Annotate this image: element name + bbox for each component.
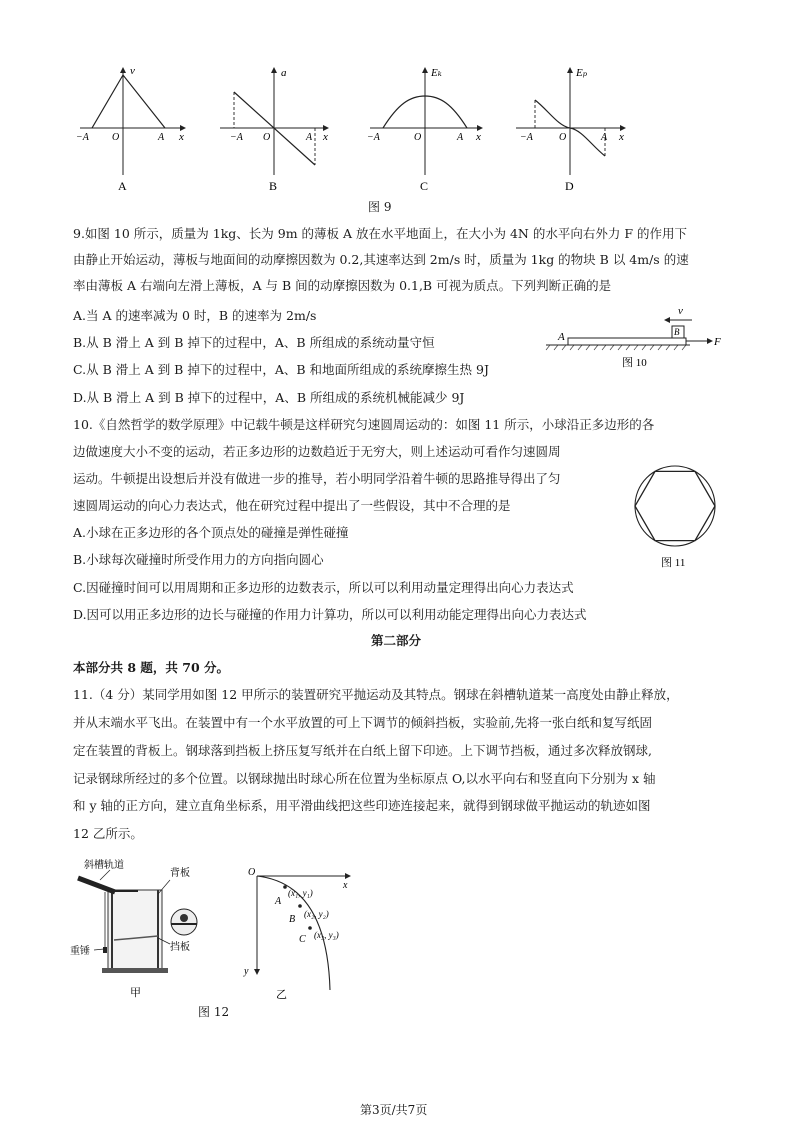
fig12-origin: O [248, 867, 256, 878]
fig9c-label: C [420, 179, 429, 193]
q11-line4: 记录钢球所经过的多个位置。以钢球抛出时球心所在位置为坐标原点 O,以水平向右和竖直向下分别为 x 轴 [73, 771, 656, 786]
fig12-board-label: 背板 [170, 868, 190, 879]
part2-title: 第二部分 [371, 633, 422, 648]
fig12-weight-label: 重锤 [70, 946, 90, 957]
fig9-panel-b [220, 67, 328, 193]
fig12-coord-a: (x₁, y₁) [288, 888, 313, 898]
figure-11 [625, 458, 725, 573]
fig12-point-b: B [289, 914, 296, 925]
page-footer: 第3页/共7页 [360, 1103, 428, 1117]
figure-9 [70, 60, 630, 200]
q9-option-c: C.从 B 滑上 A 到 B 掉下的过程中，A、B 和地面所组成的系统摩擦生热 9J [73, 362, 489, 377]
fig9b-neg: −A [230, 132, 243, 143]
q10-option-c: C.因碰撞时间可以用周期和正多边形的边数表示，所以可以利用动量定理得出向心力表达式 [73, 580, 574, 595]
fig9b-yaxis: a [281, 67, 287, 79]
figure-10 [540, 300, 725, 375]
q9-option-b: B.从 B 滑上 A 到 B 掉下的过程中，A、B 所组成的系统动量守恒 [73, 335, 435, 350]
fig9d-yaxis: Eₚ [576, 67, 588, 79]
q10-option-b: B.小球每次碰撞时所受作用力的方向指向圆心 [73, 552, 324, 567]
fig12-baffle-label: 挡板 [170, 942, 190, 953]
fig9c-yaxis: Eₖ [431, 67, 442, 79]
fig9d-pos: A [601, 132, 608, 143]
fig9a-label: A [118, 179, 127, 193]
q9-line1: 9.如图 10 所示，质量为 1kg、长为 9m 的薄板 A 放在水平地面上，在大小为 4N 的水平向右外力 F 的作用下 [73, 226, 687, 241]
q10-line3: 运动。牛顿提出设想后并没有做进一步的推导，若小明同学沿着牛顿的思路推导得出了匀 [73, 471, 561, 486]
figure-12-yi [232, 862, 362, 1002]
fig10-v: v [678, 305, 683, 317]
q9-option-d: D.从 B 滑上 A 到 B 掉下的过程中，A、B 所组成的系统机械能减少 9J [73, 390, 465, 405]
figure-12-caption: 图 12 [198, 1005, 230, 1019]
q10-line1: 10.《自然哲学的数学原理》中记载牛顿是这样研究匀速圆周运动的：如图 11 所示，小球沿正多边形的各 [73, 417, 655, 432]
fig9c-neg: −A [367, 132, 380, 143]
fig12-coord-b: (x₂, y₂) [304, 909, 329, 919]
fig9a-neg: −A [76, 132, 89, 143]
q11-line6: 12 乙所示。 [73, 826, 143, 841]
fig9b-origin: O [263, 132, 271, 143]
fig10-caption: 图 10 [622, 357, 647, 369]
fig9a-yaxis: v [130, 65, 135, 77]
fig10-a: A [558, 331, 565, 343]
fig9b-pos: A [306, 132, 313, 143]
q9-option-a: A.当 A 的速率减为 0 时，B 的速率为 2m/s [73, 308, 317, 323]
fig9d-neg: −A [520, 132, 533, 143]
fig9-panel-d [516, 67, 625, 193]
fig12-point-a: A [275, 896, 282, 907]
figure-9-caption: 图 9 [368, 200, 392, 214]
q10-option-a: A.小球在正多边形的各个顶点处的碰撞是弹性碰撞 [73, 525, 349, 540]
fig9a-xaxis: x [179, 131, 184, 143]
fig9c-xaxis: x [476, 131, 481, 143]
q10-option-d: D.因可以用正多边形的边长与碰撞的作用力计算功，所以可以利用动能定理得出向心力表达式 [73, 607, 587, 622]
q10-line4: 速圆周运动的向心力表达式，他在研究过程中提出了一些假设，其中不合理的是 [73, 498, 511, 513]
fig9d-origin: O [559, 132, 567, 143]
fig9d-label: D [565, 179, 574, 193]
q10-line2: 边做速度大小不变的运动，若正多边形的边数趋近于无穷大，则上述运动可看作匀速圆周 [73, 444, 561, 459]
fig12-jia-label: 甲 [130, 987, 141, 999]
fig12-point-c: C [299, 934, 306, 945]
q11-line5: 和 y 轴的正方向，建立直角坐标系，用平滑曲线把这些印迹连接起来，就得到钢球做平抛运动的轨迹如图 [73, 798, 651, 813]
fig9c-pos: A [457, 132, 464, 143]
fig12-xaxis: x [343, 880, 348, 891]
fig12-track-label: 斜槽轨道 [84, 860, 124, 871]
fig9-panel-a [76, 65, 185, 193]
q9-line3: 率由薄板 A 右端向左滑上薄板，A 与 B 间的动摩擦因数为 0.1,B 可视为质点。下列判断正确的是 [73, 278, 612, 293]
fig9d-xaxis: x [619, 131, 624, 143]
fig9b-xaxis: x [323, 131, 328, 143]
fig10-b: B [674, 327, 680, 337]
q9-line2: 由静止开始运动，薄板与地面间的动摩擦因数为 0.2,其速率达到 2m/s 时，质量为 1kg 的物块 B 以 4m/s 的速 [73, 252, 689, 267]
fig11-caption: 图 11 [661, 557, 686, 569]
part2-intro: 本部分共 8 题，共 70 分。 [73, 660, 230, 675]
q11-line1: 11.（4 分）某同学用如图 12 甲所示的装置研究平抛运动及其特点。钢球在斜槽轨道某一高度处由静止释放， [73, 687, 679, 702]
q11-line3: 定在装置的背板上。钢球落到挡板上挤压复写纸并在白纸上留下印迹。上下调节挡板，通过多次释放钢球, [73, 743, 652, 758]
figure-12-jia [70, 852, 220, 1002]
fig9a-origin: O [112, 132, 120, 143]
fig9a-pos: A [158, 132, 165, 143]
fig9c-origin: O [414, 132, 422, 143]
fig9b-label: B [269, 179, 278, 193]
q11-line2: 并从末端水平飞出。在装置中有一个水平放置的可上下调节的倾斜挡板，实验前,先将一张白纸和复写纸固 [73, 715, 652, 730]
fig12-yi-label: 乙 [276, 989, 287, 1001]
fig9-panel-c [367, 67, 482, 193]
fig12-yaxis: y [244, 966, 249, 977]
fig12-coord-c: (x₃, y₃) [314, 930, 339, 940]
fig10-f: F [714, 336, 721, 348]
